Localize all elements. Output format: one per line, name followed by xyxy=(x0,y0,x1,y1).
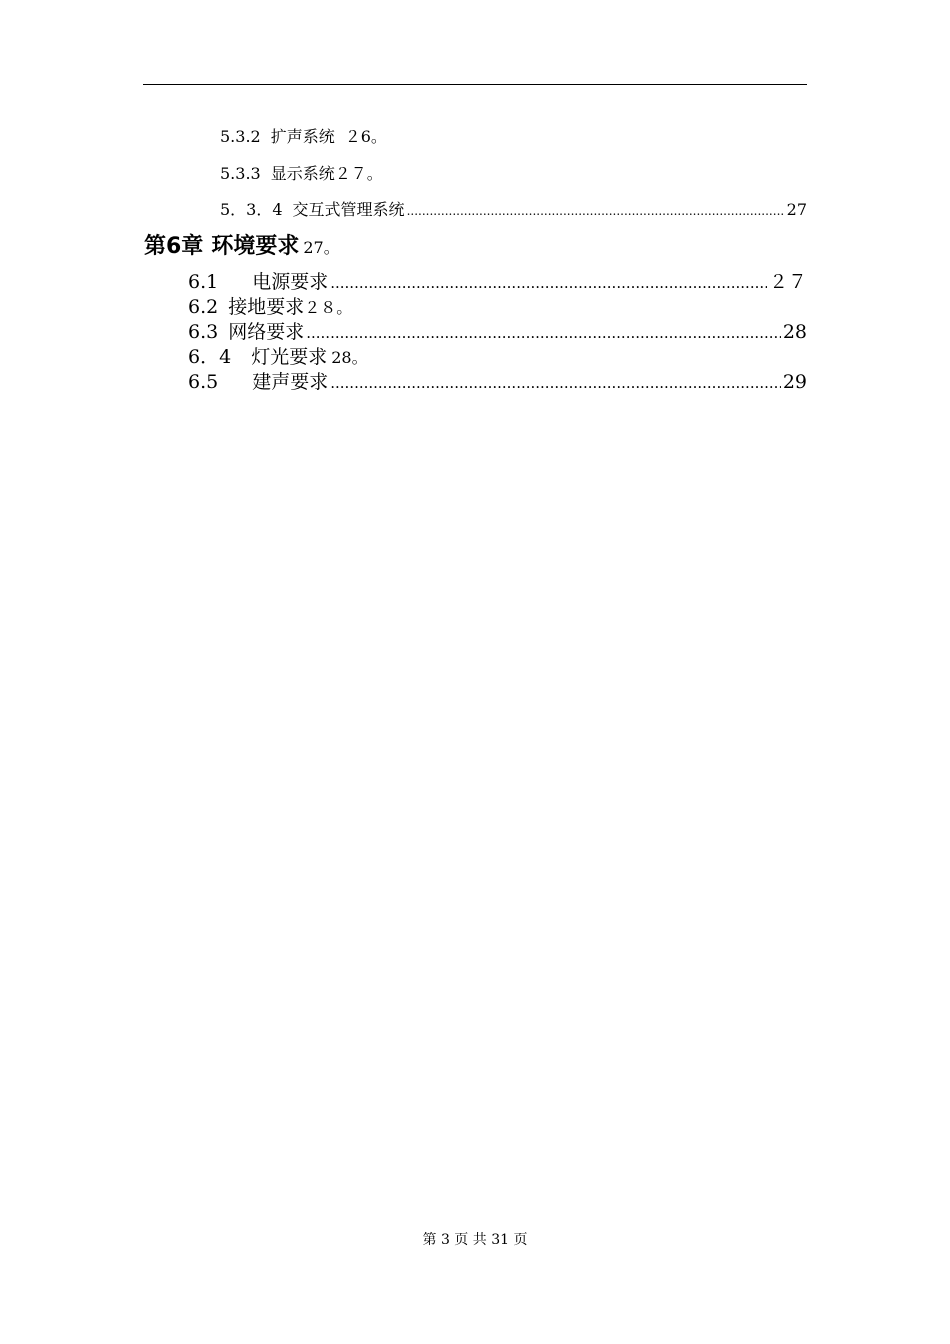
toc-entry-page: 27 xyxy=(786,200,807,219)
toc-entry-title: 电源要求 xyxy=(252,271,329,293)
toc-leader-dots xyxy=(306,324,781,342)
toc-entry-number: 6.5 xyxy=(188,371,219,393)
toc-entry-6-4[interactable] xyxy=(188,342,368,369)
toc-entry-number: 5.3.2 xyxy=(220,127,261,146)
toc-chapter-title: 环境要求 xyxy=(211,234,300,259)
toc-entry-title: 灯光要求 xyxy=(251,346,328,368)
toc-chapter-page: 27。 xyxy=(303,238,340,257)
toc-entry-number: 5.3.3 xyxy=(220,164,261,183)
toc-entry-title: 交互式管理系统 xyxy=(292,200,405,219)
toc-entry-title: 建声要求 xyxy=(252,371,329,393)
toc-chapter-number: 第6章 xyxy=(144,234,204,259)
toc-entry-5-3-2[interactable] xyxy=(220,124,387,147)
toc-entry-6-1[interactable] xyxy=(188,267,807,294)
toc-leader-dots xyxy=(407,204,785,218)
toc-entry-6-5[interactable] xyxy=(188,367,807,394)
toc-entry-page: 28 xyxy=(782,321,807,343)
toc-entry-number: 6.3 xyxy=(188,321,219,343)
toc-entry-number: 6．4 xyxy=(188,346,232,368)
toc-leader-dots xyxy=(330,374,781,392)
toc-entry-page: ２７。 xyxy=(334,164,383,183)
toc-entry-page: 28。 xyxy=(331,348,368,367)
toc-leader-dots xyxy=(330,274,767,292)
toc-entry-page: ２７ xyxy=(768,271,807,293)
header-rule xyxy=(143,84,807,85)
toc-entry-number: 5．3．4 xyxy=(220,200,283,219)
page-footer: 第 3 页 共 31 页 xyxy=(422,1232,528,1248)
toc-chapter-6[interactable] xyxy=(144,229,340,260)
toc-entry-6-2[interactable] xyxy=(188,292,352,319)
toc-entry-title: 接地要求 xyxy=(228,296,305,318)
toc-entry-6-3[interactable] xyxy=(188,317,807,344)
toc-entry-number: 6.1 xyxy=(188,271,219,293)
toc-entry-title: 扩声系统 xyxy=(270,127,335,146)
toc-entry-title: 显示系统 xyxy=(270,164,335,183)
toc-entry-page: ２6。 xyxy=(344,127,387,146)
toc-entry-page: ２８。 xyxy=(304,298,353,317)
toc-entry-page: 29 xyxy=(782,371,807,393)
toc-entry-5-3-4[interactable] xyxy=(220,197,807,220)
toc-entry-title: 网络要求 xyxy=(228,321,305,343)
toc-entry-5-3-3[interactable] xyxy=(220,161,383,184)
toc-entry-number: 6.2 xyxy=(188,296,219,318)
